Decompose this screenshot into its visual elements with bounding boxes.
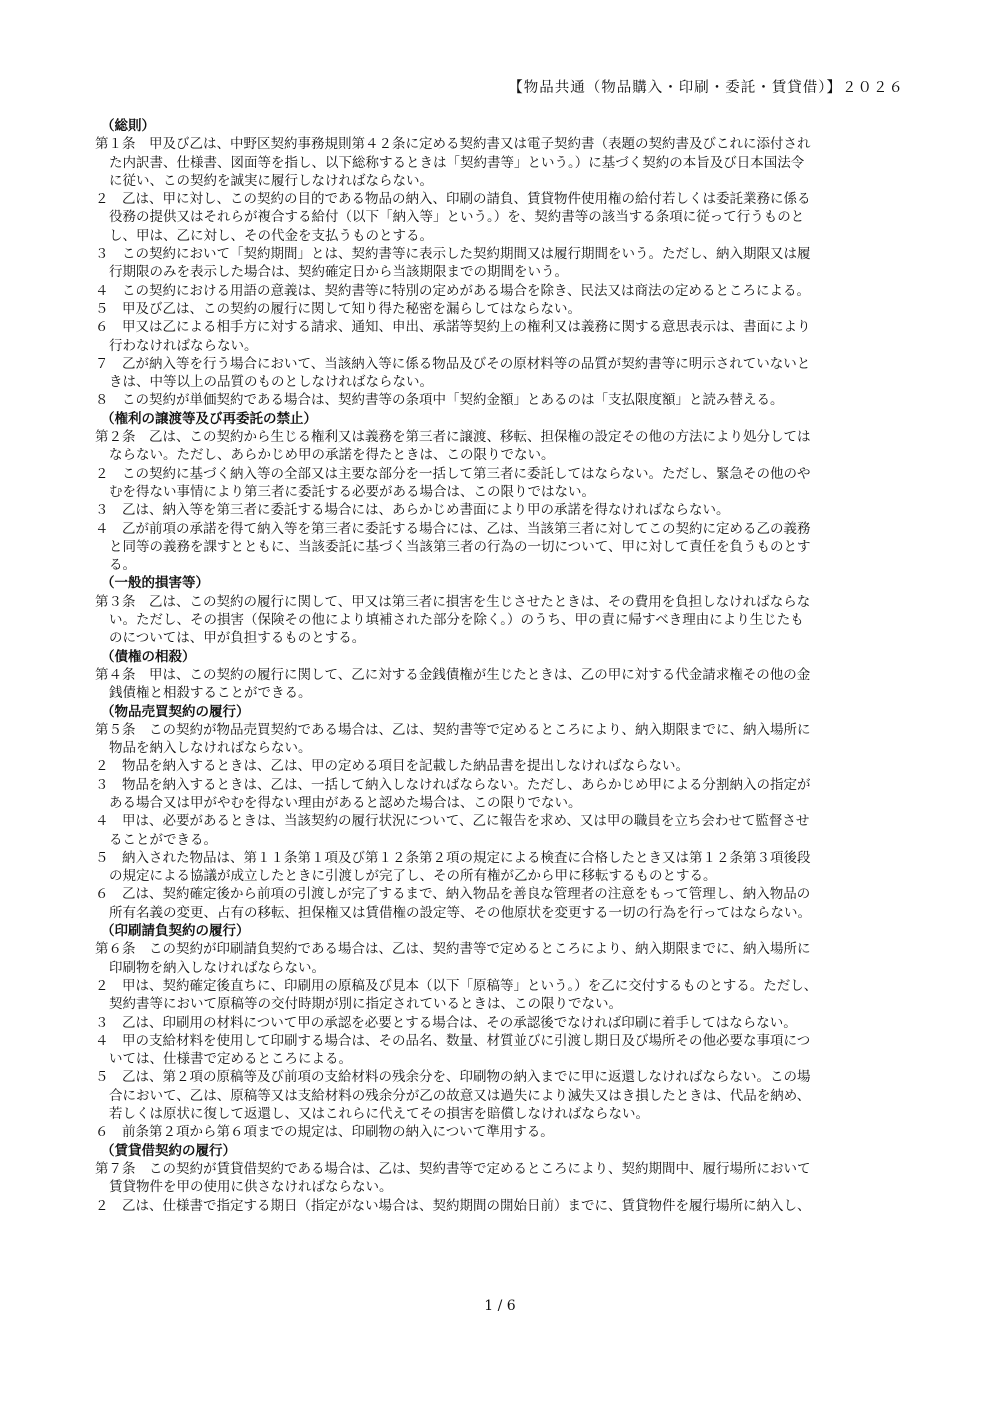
clause-line: ２ 甲は、契約確定後直ちに、印刷用の原稿及び見本（以下「原稿等」という。）を乙に交付するものとする。ただし、: [95, 977, 818, 994]
clause-line: 第４条 甲は、この契約の履行に関して、乙に対する金銭債権が生じたときは、乙の甲に対する代金請求権その他の金: [95, 666, 811, 683]
clause-line: ２ 乙は、甲に対し、この契約の目的である物品の納入、印刷の請負、賃貸物件使用権の給付若しくは委託業務に係る: [95, 191, 811, 208]
clause-line: ７ 乙が納入等を行う場合において、当該納入等に係る物品及びその原材料等の品質が契約書等に明示されていないと: [95, 355, 811, 372]
clause-continuation-line: ることができる。: [109, 831, 217, 848]
clause-continuation-line: 所有名義の変更、占有の移転、担保権又は賃借権の設定等、その他原状を変更する一切の行為を行ってはならない。: [109, 904, 811, 921]
clause-line: ２ この契約に基づく納入等の全部又は主要な部分を一括して第三者に委託してはならない。ただし、緊急その他のや: [95, 465, 811, 482]
clause-continuation-line: 物品を納入しなければならない。: [109, 740, 312, 757]
section-heading: （物品売買契約の履行）: [101, 703, 250, 720]
clause-line: ４ 甲は、必要があるときは、当該契約の履行状況について、乙に報告を求め、又は甲の職員を立ち会わせて監督させ: [95, 813, 810, 830]
clause-line: ５ 甲及び乙は、この契約の履行に関して知り得た秘密を漏らしてはならない。: [95, 300, 581, 317]
clause-line: 第１条 甲及び乙は、中野区契約事務規則第４２条に定める契約書又は電子契約書（表題の契約書及びこれに添付され: [95, 136, 811, 153]
clause-continuation-line: 行わなければならない。: [109, 337, 258, 354]
clause-continuation-line: 行期限のみを表示した場合は、契約確定日から当該期限までの期間をいう。: [109, 264, 568, 281]
clause-line: ３ 乙は、納入等を第三者に委託する場合には、あらかじめ書面により甲の承諾を得なければならない。: [95, 502, 730, 519]
section-heading: （印刷請負契約の履行）: [101, 923, 250, 940]
clause-continuation-line: い。ただし、その損害（保険その他により填補された部分を除く。）のうち、甲の責に帰すべき理由により生じたも: [109, 612, 804, 629]
clause-line: ６ 甲又は乙による相手方に対する請求、通知、申出、承諾等契約上の権利又は義務に関する意思表示は、書面により: [95, 319, 811, 336]
clause-continuation-line: し、甲は、乙に対し、その代金を支払うものとする。: [109, 227, 433, 244]
clause-line: ２ 物品を納入するときは、乙は、甲の定める項目を記載した納品書を提出しなければならない。: [95, 758, 689, 775]
clause-line: ６ 乙は、契約確定後から前項の引渡しが完了するまで、納入物品を善良な管理者の注意をもって管理し、納入物品の: [95, 886, 811, 903]
clause-line: ３ この契約において「契約期間」とは、契約書等に表示した契約期間又は履行期間をいう。ただし、納入期限又は履: [95, 246, 811, 263]
clause-line: ２ 乙は、仕様書で指定する期日（指定がない場合は、契約期間の開始日前）までに、賃貸物件を履行場所に納入し、: [95, 1197, 811, 1214]
clause-line: ４ この契約における用語の意義は、契約書等に特別の定めがある場合を除き、民法又は商法の定めるところによる。: [95, 282, 810, 299]
clause-continuation-line: むを得ない事情により第三者に委託する必要がある場合は、この限りではない。: [109, 483, 595, 500]
clause-continuation-line: 印刷物を納入しなければならない。: [109, 959, 325, 976]
clause-line: ５ 納入された物品は、第１１条第１項及び第１２条第２項の規定による検査に合格したとき又は第１２条第３項後段: [95, 849, 811, 866]
clause-continuation-line: ある場合又は甲がやむを得ない理由があると認めた場合は、この限りでない。: [109, 794, 582, 811]
clause-line: 第７条 この契約が賃貸借契約である場合は、乙は、契約書等で定めるところにより、契約期間中、履行場所において: [95, 1160, 811, 1177]
clause-continuation-line: 賃貸物件を甲の使用に供さなければならない。: [109, 1179, 393, 1196]
document-header: 【物品共通（物品購入・印刷・委託・賃貸借）】２０２６: [508, 80, 904, 96]
page-number: 1 / 6: [484, 1298, 516, 1314]
clause-continuation-line: た内訳書、仕様書、図面等を指し、以下総称するときは「契約書等」という。）に基づく契約の本旨及び日本国法令: [109, 154, 805, 171]
clause-line: ５ 乙は、第２項の原稿等及び前項の支給材料の残余分を、印刷物の納入までに甲に返還しなければならない。この場: [95, 1069, 811, 1086]
section-heading: （債権の相殺）: [101, 648, 196, 665]
clause-continuation-line: に従い、この契約を誠実に履行しなければならない。: [109, 172, 433, 189]
section-heading: （賃貸借契約の履行）: [101, 1142, 236, 1159]
section-heading: （権利の譲渡等及び再委託の禁止）: [101, 410, 317, 427]
clause-continuation-line: 契約書等において原稿等の交付時期が別に指定されているときは、この限りでない。: [109, 996, 622, 1013]
clause-continuation-line: 若しくは原状に復して返還し、又はこれらに代えてその損害を賠償しなければならない。: [109, 1106, 649, 1123]
clause-continuation-line: 役務の提供又はそれらが複合する給付（以下「納入等」という。）を、契約書等の該当する条項に従って行うものと: [109, 209, 805, 226]
clause-line: 第３条 乙は、この契約の履行に関して、甲又は第三者に損害を生じさせたときは、その費用を負担しなければならな: [95, 593, 811, 610]
clause-continuation-line: いては、仕様書で定めるところによる。: [109, 1051, 352, 1068]
clause-continuation-line: ならない。ただし、あらかじめ甲の承諾を得たときは、この限りでない。: [109, 447, 555, 464]
clause-line: ８ この契約が単価契約である場合は、契約書等の条項中「契約金額」とあるのは「支払限度額」と読み替える。: [95, 392, 784, 409]
clause-line: ６ 前条第２項から第６項までの規定は、印刷物の納入について準用する。: [95, 1124, 554, 1141]
clause-line: 第２条 乙は、この契約から生じる権利又は義務を第三者に譲渡、移転、担保権の設定その他の方法により処分しては: [95, 429, 811, 446]
clause-line: 第５条 この契約が物品売買契約である場合は、乙は、契約書等で定めるところにより、納入期限までに、納入場所に: [95, 721, 811, 738]
clause-continuation-line: きは、中等以上の品質のものとしなければならない。: [109, 374, 433, 391]
contract-body: [95, 117, 907, 1215]
clause-line: ３ 乙は、印刷用の材料について甲の承認を必要とする場合は、その承認後でなければ印刷に着手してはならない。: [95, 1014, 797, 1031]
clause-continuation-line: のについては、甲が負担するものとする。: [109, 630, 366, 647]
clause-line: ４ 甲の支給材料を使用して印刷する場合は、その品名、数量、材質並びに引渡し期日及び場所その他必要な事項につ: [95, 1032, 811, 1049]
clause-line: 第６条 この契約が印刷請負契約である場合は、乙は、契約書等で定めるところにより、納入期限までに、納入場所に: [95, 941, 811, 958]
clause-continuation-line: と同等の義務を課すとともに、当該委託に基づく当該第三者の行為の一切について、甲に対して責任を負うものとす: [109, 538, 811, 555]
clause-continuation-line: 銭債権と相殺することができる。: [109, 685, 312, 702]
clause-continuation-line: 合において、乙は、原稿等又は支給材料の残余分が乙の故意又は過失により滅失又はき損したときは、代品を納め、: [109, 1087, 811, 1104]
section-heading: （一般的損害等）: [101, 575, 209, 592]
clause-continuation-line: の規定による協議が成立したときに引渡しが完了し、その所有権が乙から甲に移転するものとする。: [109, 868, 717, 885]
clause-line: ４ 乙が前項の承諾を得て納入等を第三者に委託する場合には、乙は、当該第三者に対してこの契約に定める乙の義務: [95, 520, 811, 537]
section-heading: （総則）: [101, 118, 155, 134]
clause-line: ３ 物品を納入するときは、乙は、一括して納入しなければならない。ただし、あらかじめ甲による分割納入の指定が: [95, 776, 811, 793]
clause-continuation-line: る。: [109, 557, 136, 574]
